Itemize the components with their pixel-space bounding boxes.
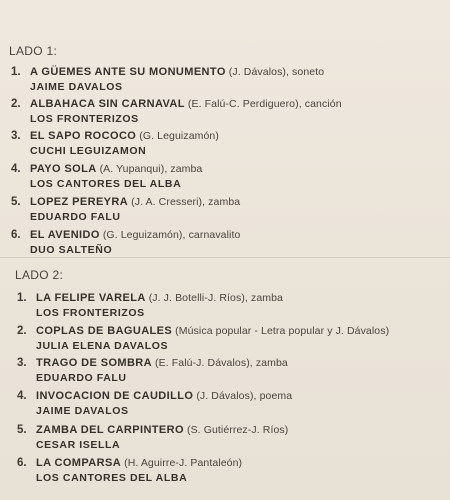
track-credits: (J. Dávalos), soneto: [225, 66, 325, 78]
track-title: PAYO SOLA: [30, 163, 97, 175]
track-title: COPLAS DE BAGUALES: [36, 325, 173, 337]
track-performer: CUCHI LEGUIZAMON: [30, 145, 147, 157]
track-title: LA FELIPE VARELA: [36, 292, 146, 304]
track-title-line: [30, 130, 219, 142]
side-1-heading: LADO 1:: [9, 44, 58, 58]
track-title: A GÜEMES ANTE SU MONUMENTO: [30, 66, 226, 78]
track-number: 2.: [17, 325, 27, 337]
track-performer: LOS FRONTERIZOS: [30, 113, 139, 125]
track-title-line: [30, 98, 342, 110]
track-performer: EDUARDO FALU: [36, 372, 127, 384]
track-number: 3.: [17, 357, 27, 369]
track-number: 4.: [17, 390, 27, 402]
track-title: EL SAPO ROCOCO: [30, 130, 137, 142]
track-title: ALBAHACA SIN CARNAVAL: [30, 98, 185, 110]
track-title: EL AVENIDO: [30, 229, 100, 241]
track-title-line: [36, 357, 288, 369]
track-performer: DUO SALTEÑO: [30, 244, 113, 256]
track-credits: (J. J. Botelli-J. Ríos), zamba: [145, 292, 283, 304]
track-credits: (A. Yupanqui), zamba: [96, 163, 203, 175]
track-credits: (G. Leguizamón): [136, 130, 219, 142]
track-performer: JAIME DAVALOS: [30, 81, 123, 93]
track-title: LA COMPARSA: [36, 457, 122, 469]
track-performer: LOS FRONTERIZOS: [36, 307, 145, 319]
track-number: 5.: [17, 424, 27, 436]
track-title-line: [36, 325, 389, 337]
track-title-line: [30, 196, 240, 208]
track-credits: (S. Gutiérrez-J. Ríos): [183, 424, 289, 436]
track-title-line: [30, 66, 324, 78]
track-number: 2.: [11, 98, 21, 110]
track-performer: LOS CANTORES DEL ALBA: [36, 472, 188, 484]
track-credits: (J. A. Cresseri), zamba: [128, 196, 241, 208]
track-credits: (E. Falú-J. Dávalos), zamba: [152, 357, 288, 369]
track-title-line: [36, 292, 283, 304]
track-credits: (H. Aguirre-J. Pantaleón): [121, 457, 243, 469]
track-title-line: [36, 457, 242, 469]
track-credits: (G. Leguizamón), carnavalito: [99, 229, 241, 241]
side-2-heading: LADO 2:: [15, 268, 64, 282]
track-title: LOPEZ PEREYRA: [30, 196, 129, 208]
sleeve-fold-line: [0, 257, 450, 258]
track-title-line: [30, 163, 202, 175]
track-number: 6.: [17, 457, 27, 469]
track-number: 6.: [11, 229, 21, 241]
track-performer: CESAR ISELLA: [36, 439, 121, 451]
track-title-line: [36, 424, 288, 436]
track-title: TRAGO DE SOMBRA: [36, 357, 152, 369]
track-title-line: [30, 229, 240, 241]
track-performer: LOS CANTORES DEL ALBA: [30, 178, 182, 190]
track-title: INVOCACION DE CAUDILLO: [36, 390, 194, 402]
track-performer: EDUARDO FALU: [30, 211, 121, 223]
track-credits: (Música popular - Letra popular y J. Dávalos): [172, 325, 390, 337]
track-title: ZAMBA DEL CARPINTERO: [36, 424, 184, 436]
track-credits: (J. Dávalos), poema: [193, 390, 293, 402]
track-number: 3.: [11, 130, 21, 142]
track-number: 4.: [11, 163, 21, 175]
track-performer: JULIA ELENA DAVALOS: [36, 340, 169, 352]
track-title-line: [36, 390, 292, 402]
track-performer: JAIME DAVALOS: [36, 405, 129, 417]
track-credits: (E. Falú-C. Perdiguero), canción: [184, 98, 342, 110]
track-number: 1.: [11, 66, 21, 78]
track-number: 5.: [11, 196, 21, 208]
track-number: 1.: [17, 292, 27, 304]
